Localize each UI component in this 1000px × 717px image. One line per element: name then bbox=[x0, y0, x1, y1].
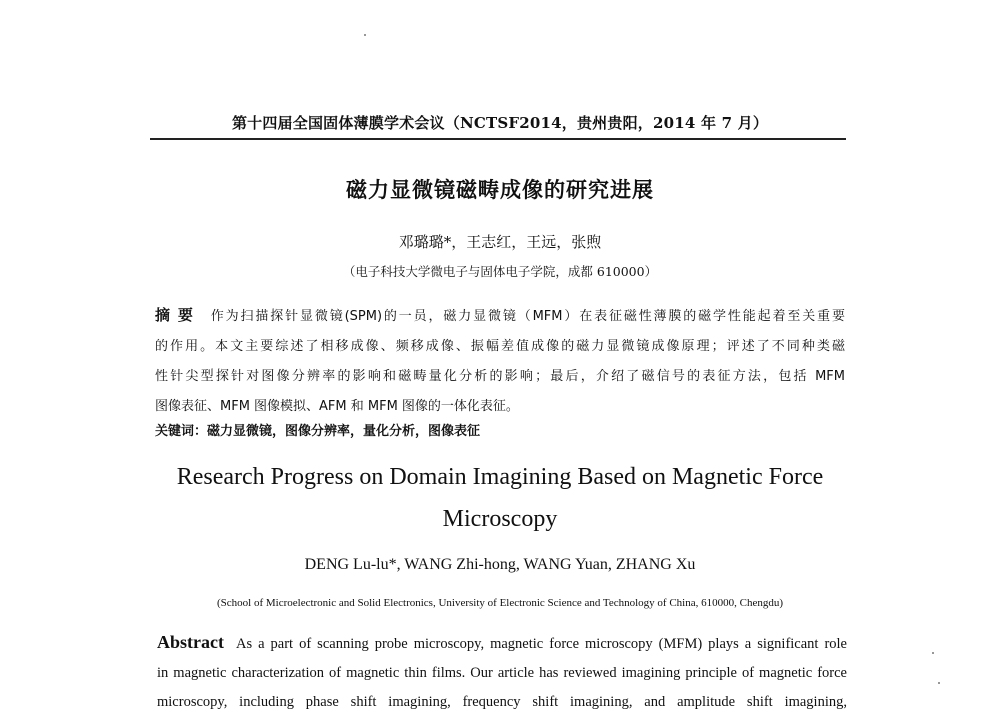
chinese-abstract-line-1: 摘要 作为扫描探针显微镜(SPM)的一员，磁力显微镜（MFM）在表征磁性薄膜的磁学性能起着至关重要 bbox=[155, 306, 845, 324]
chinese-keywords: 关键词：磁力显微镜，图像分辨率，量化分析，图像表征 bbox=[155, 424, 481, 439]
english-abstract-line-3: microscopy, including phase shift imagining, frequency shift imagining, and amplitude shift imagining, bbox=[157, 694, 847, 710]
english-abstract-line-1: Abstract As a part of scanning probe microscopy, magnetic force microscopy (MFM) plays a significant role bbox=[157, 632, 847, 652]
chinese-title: 磁力显微镜磁畴成像的研究进展 bbox=[346, 178, 654, 202]
chinese-abstract-line-2: 的作用。本文主要综述了相移成像、频移成像、振幅差值成像的磁力显微镜成像原理；评述了不同种类磁 bbox=[155, 339, 845, 354]
chinese-abstract-line-3: 性针尖型探针对图像分辨率的影响和磁畴量化分析的影响；最后，介绍了磁信号的表征方法，包括 MFM bbox=[155, 369, 845, 384]
header-rule bbox=[150, 138, 846, 140]
chinese-abstract bbox=[155, 300, 845, 422]
chinese-authors: 邓璐璐*，王志红，王远，张煦 bbox=[398, 233, 602, 251]
english-abstract-label: Abstract bbox=[157, 632, 224, 652]
english-title-line-2: Microscopy bbox=[442, 506, 558, 532]
chinese-affiliation: （电子科技大学微电子与固体电子学院，成都 610000） bbox=[342, 264, 658, 279]
chinese-abstract-label: 摘要 bbox=[155, 306, 201, 324]
english-title bbox=[120, 456, 880, 540]
scan-speck bbox=[938, 682, 940, 684]
english-abstract bbox=[157, 628, 847, 717]
english-authors: DENG Lu-lu*, WANG Zhi-hong, WANG Yuan, ZHANG Xu bbox=[304, 556, 696, 573]
conference-header: 第十四届全国固体薄膜学术会议（NCTSF2014，贵州贵阳，2014 年 7 月） bbox=[231, 114, 769, 132]
english-affiliation: (School of Microelectronic and Solid Electronics, University of Electronic Science and Technology of China, 610000, Chengdu) bbox=[217, 597, 783, 609]
scan-speck bbox=[364, 34, 366, 36]
english-title-line-1: Research Progress on Domain Imagining Based on Magnetic Force bbox=[176, 464, 824, 490]
english-abstract-line-2: in magnetic characterization of magnetic thin films. Our article has reviewed imagining principle of magnetic force bbox=[157, 665, 847, 681]
chinese-abstract-line-4: 图像表征、MFM 图像模拟、AFM 和 MFM 图像的一体化表征。 bbox=[155, 399, 519, 414]
scan-speck bbox=[932, 652, 934, 654]
